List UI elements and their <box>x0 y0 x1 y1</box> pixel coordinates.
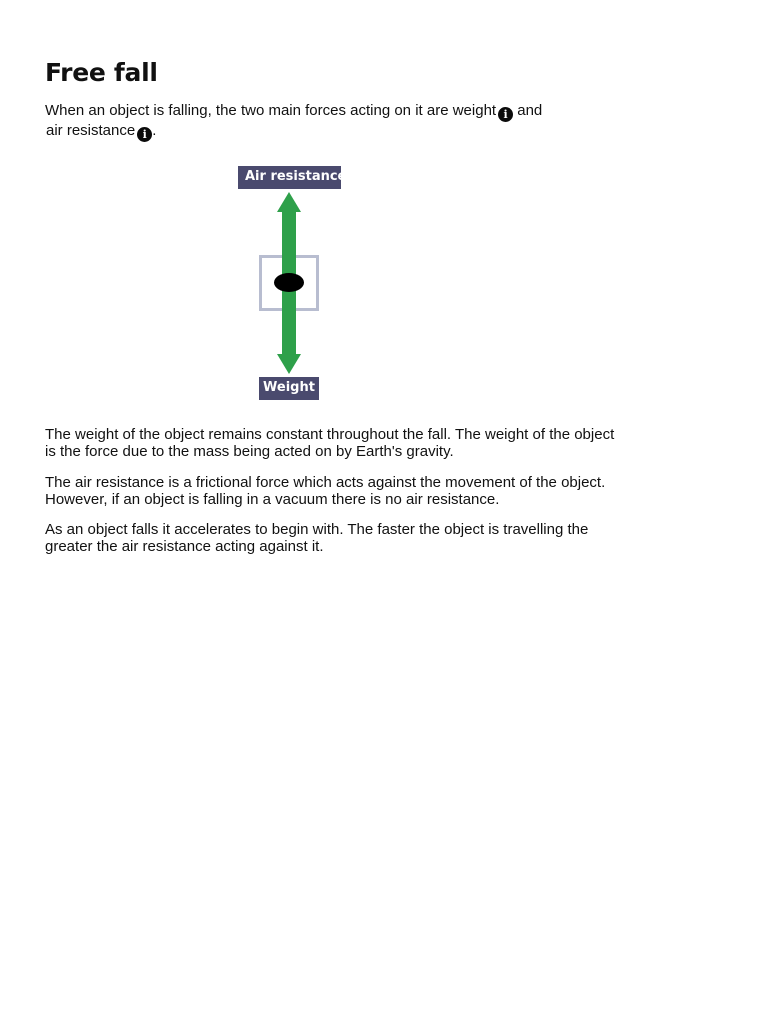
falling-object <box>274 273 304 292</box>
term-air-resistance[interactable]: air resistance <box>46 122 136 139</box>
air-resistance-label: Air resistance <box>238 166 341 189</box>
intro-paragraph <box>45 102 605 142</box>
info-icon[interactable]: i <box>137 127 152 142</box>
arrow-down-head <box>277 354 301 374</box>
arrow-up-head <box>277 192 301 212</box>
paragraph-weight: The weight of the object remains constant throughout the fall. The weight of the object is the force due to the mass being acted on by Earth's gravity. <box>45 426 615 460</box>
intro-text-between: and <box>513 102 543 119</box>
paragraph-air-resistance: The air resistance is a frictional force which acts against the movement of the object. However, if an object is falling in a vacuum there is no air resistance. <box>45 474 606 508</box>
weight-label: Weight <box>259 377 319 400</box>
intro-line-2 <box>45 122 605 142</box>
intro-text: When an object is falling, the two main forces acting on it are <box>45 102 453 119</box>
term-weight[interactable]: weight <box>452 102 497 119</box>
intro-text-after: . <box>152 122 157 139</box>
arrow-shaft <box>282 210 296 356</box>
object-box <box>261 257 318 310</box>
page-title: Free fall <box>45 58 158 87</box>
paragraph-acceleration: As an object falls it accelerates to begin with. The faster the object is travelling the greater the air resistance acting against it. <box>45 521 589 555</box>
info-icon[interactable]: i <box>498 107 513 122</box>
